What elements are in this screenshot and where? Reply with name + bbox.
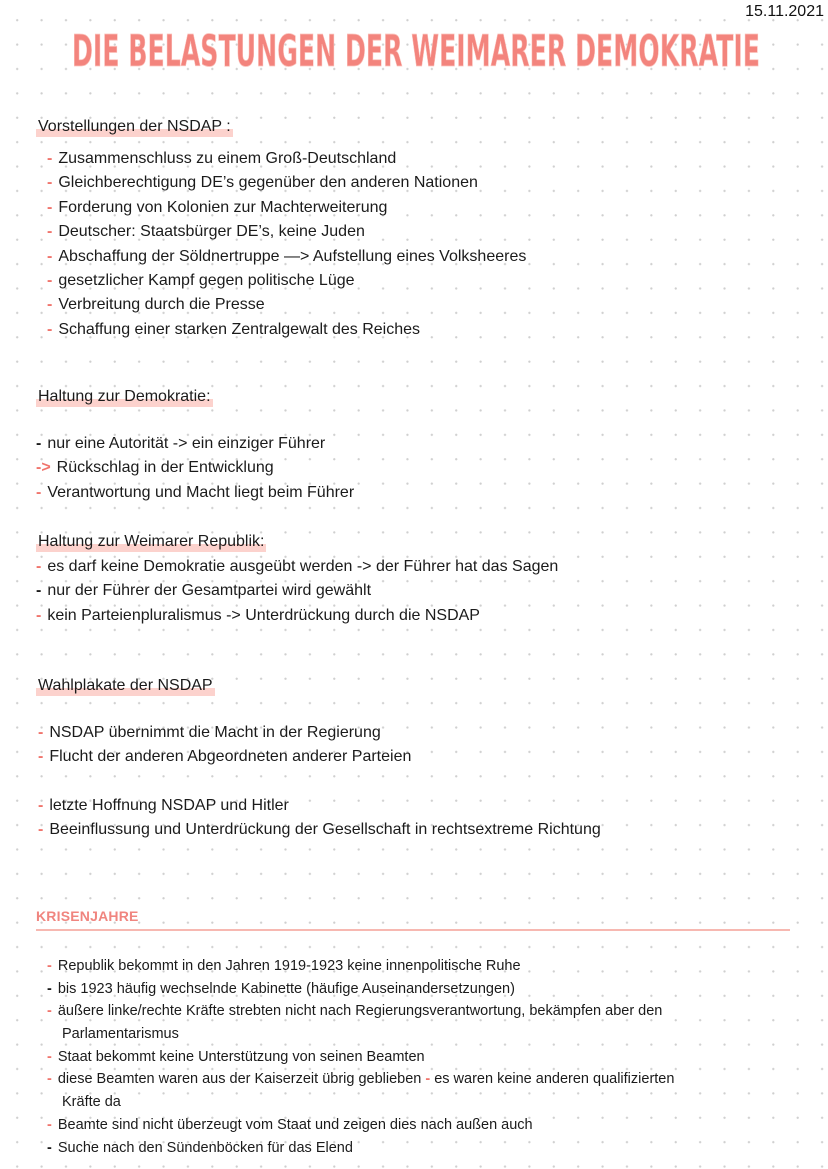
- item-text: diese Beamten waren aus der Kaiserzeit übrig geblieben: [57, 1071, 422, 1088]
- list-item-continuation: Kräfte da: [62, 1094, 121, 1111]
- list-item: [47, 171, 526, 195]
- bullet-marker: -: [47, 1139, 52, 1156]
- list-item: [47, 1000, 674, 1023]
- item-text: Schaffung einer starken Zentralgewalt des Reiches: [58, 320, 421, 338]
- list-item: [36, 604, 558, 628]
- inline-dash-marker: -: [425, 1071, 431, 1088]
- section-heading-krisenjahre: KRISENJAHRE: [36, 908, 139, 924]
- list-item: [47, 293, 526, 317]
- item-text: gesetzlicher Kampf gegen politische Lüge: [58, 271, 355, 289]
- bullet-marker: -: [47, 223, 53, 241]
- section-divider: [36, 929, 790, 931]
- list-item: [47, 978, 674, 1001]
- item-text: Beeinflussung und Unterdrückung der Gesellschaft in rechtsextreme Richtung: [49, 821, 601, 839]
- bullet-marker: -: [36, 582, 42, 600]
- item-text: nur der Führer der Gesamtpartei wird gewählt: [47, 582, 372, 600]
- bullet-marker: -: [47, 247, 53, 265]
- list-item: [36, 432, 354, 456]
- bullet-marker: -: [47, 296, 53, 314]
- section-heading-demokratie: Haltung zur Demokratie:: [36, 385, 213, 409]
- item-text: Verbreitung durch die Presse: [58, 296, 265, 314]
- list-item: [47, 955, 674, 978]
- list-item: [38, 818, 601, 842]
- list-demokratie: [36, 432, 354, 505]
- list-vorstellungen: [47, 147, 526, 342]
- bullet-marker: -: [36, 435, 42, 452]
- list-weimarer-republik: [36, 555, 558, 628]
- item-text: Suche nach den Sündenböcken für das Elend: [57, 1139, 353, 1156]
- item-text: Abschaffung der Söldnertruppe —> Aufstellung eines Volksheeres: [58, 247, 527, 265]
- bullet-marker: -: [47, 1048, 52, 1065]
- item-text: Beamte sind nicht überzeugt vom Staat und zeigen dies nach außen auch: [57, 1116, 533, 1133]
- item-text: nur eine Autorität -> ein einziger Führer: [47, 435, 326, 452]
- list-item: [47, 318, 526, 342]
- item-text: Rückschlag in der Entwicklung: [56, 459, 274, 477]
- item-text: Flucht der anderen Abgeordneten anderer Parteien: [49, 748, 412, 766]
- bullet-marker: -: [47, 150, 53, 167]
- page-title: [0, 12, 828, 84]
- list-item: [47, 196, 526, 220]
- bullet-marker: -: [47, 958, 52, 974]
- list-item: [36, 579, 558, 603]
- bullet-marker: -: [47, 271, 53, 289]
- list-item: [47, 269, 526, 293]
- bullet-marker: -: [47, 1116, 52, 1133]
- bullet-marker: -: [47, 1071, 52, 1088]
- list-item: [36, 456, 354, 480]
- page-title-text: DIE BELASTUNGEN DER WEIMARER DEMOKRATIE: [72, 26, 760, 77]
- arrow-marker: ->: [36, 459, 51, 477]
- bullet-marker: -: [36, 558, 42, 575]
- bullet-marker: -: [38, 748, 44, 766]
- item-text: Zusammenschluss zu einem Groß-Deutschland: [58, 150, 397, 167]
- item-text: äußere linke/rechte Kräfte strebten nicht nach Regierungsverantwortung, bekämpfen aber den: [57, 1003, 663, 1020]
- list-item: [38, 745, 411, 769]
- bullet-marker: -: [47, 174, 53, 192]
- item-text: NSDAP übernimmt die Macht in der Regierung: [49, 724, 381, 741]
- list-item: [36, 481, 354, 505]
- list-item: [47, 1068, 674, 1091]
- list-item: [47, 1046, 674, 1069]
- list-item: [38, 721, 411, 745]
- section-heading-weimarer-republik: Haltung zur Weimarer Republik:: [36, 530, 266, 554]
- item-text: Deutscher: Staatsbürger DE’s, keine Juden: [58, 223, 365, 241]
- list-item: [47, 1137, 674, 1160]
- list-item: [38, 794, 601, 818]
- bullet-marker: -: [38, 797, 44, 814]
- date-label: 15.11.2021: [745, 3, 824, 20]
- item-text: es darf keine Demokratie ausgeübt werden -> der Führer hat das Sagen: [47, 558, 559, 575]
- bullet-marker: -: [47, 198, 53, 216]
- item-text-2: es waren keine anderen qualifizierten: [434, 1071, 675, 1088]
- list-item: [47, 245, 526, 269]
- item-text: bis 1923 häufig wechselnde Kabinette (häufige Auseinandersetzungen): [57, 980, 515, 997]
- bullet-marker: -: [47, 980, 52, 997]
- bullet-marker: -: [47, 320, 53, 338]
- section-heading-vorstellungen: Vorstellungen der NSDAP :: [36, 115, 233, 139]
- bullet-marker: -: [36, 606, 42, 624]
- section-heading-wahlplakate: Wahlplakate der NSDAP: [36, 674, 215, 698]
- list-krisenjahre: [47, 955, 674, 1159]
- list-item: [47, 147, 526, 171]
- list-item-continuation: Parlamentarismus: [62, 1026, 179, 1043]
- bullet-marker: -: [38, 724, 44, 741]
- list-wahlplakate-b: [38, 794, 601, 843]
- list-item: [47, 1114, 674, 1137]
- item-text: Republik bekommt in den Jahren 1919-1923 keine innenpolitische Ruhe: [57, 958, 521, 974]
- list-wahlplakate-a: [38, 721, 411, 770]
- bullet-marker: -: [47, 1003, 52, 1020]
- bullet-marker: -: [36, 483, 42, 501]
- bullet-marker: -: [38, 821, 44, 839]
- item-text: Gleichberechtigung DE’s gegenüber den anderen Nationen: [58, 174, 478, 192]
- item-text: Staat bekommt keine Unterstützung von seinen Beamten: [57, 1048, 425, 1065]
- item-text: Verantwortung und Macht liegt beim Führer: [47, 483, 355, 501]
- list-item: [47, 220, 526, 244]
- item-text: letzte Hoffnung NSDAP und Hitler: [49, 797, 289, 814]
- item-text: kein Parteienpluralismus -> Unterdrückung durch die NSDAP: [47, 606, 480, 624]
- item-text: Forderung von Kolonien zur Machterweiterung: [58, 198, 388, 216]
- list-item: [36, 555, 558, 579]
